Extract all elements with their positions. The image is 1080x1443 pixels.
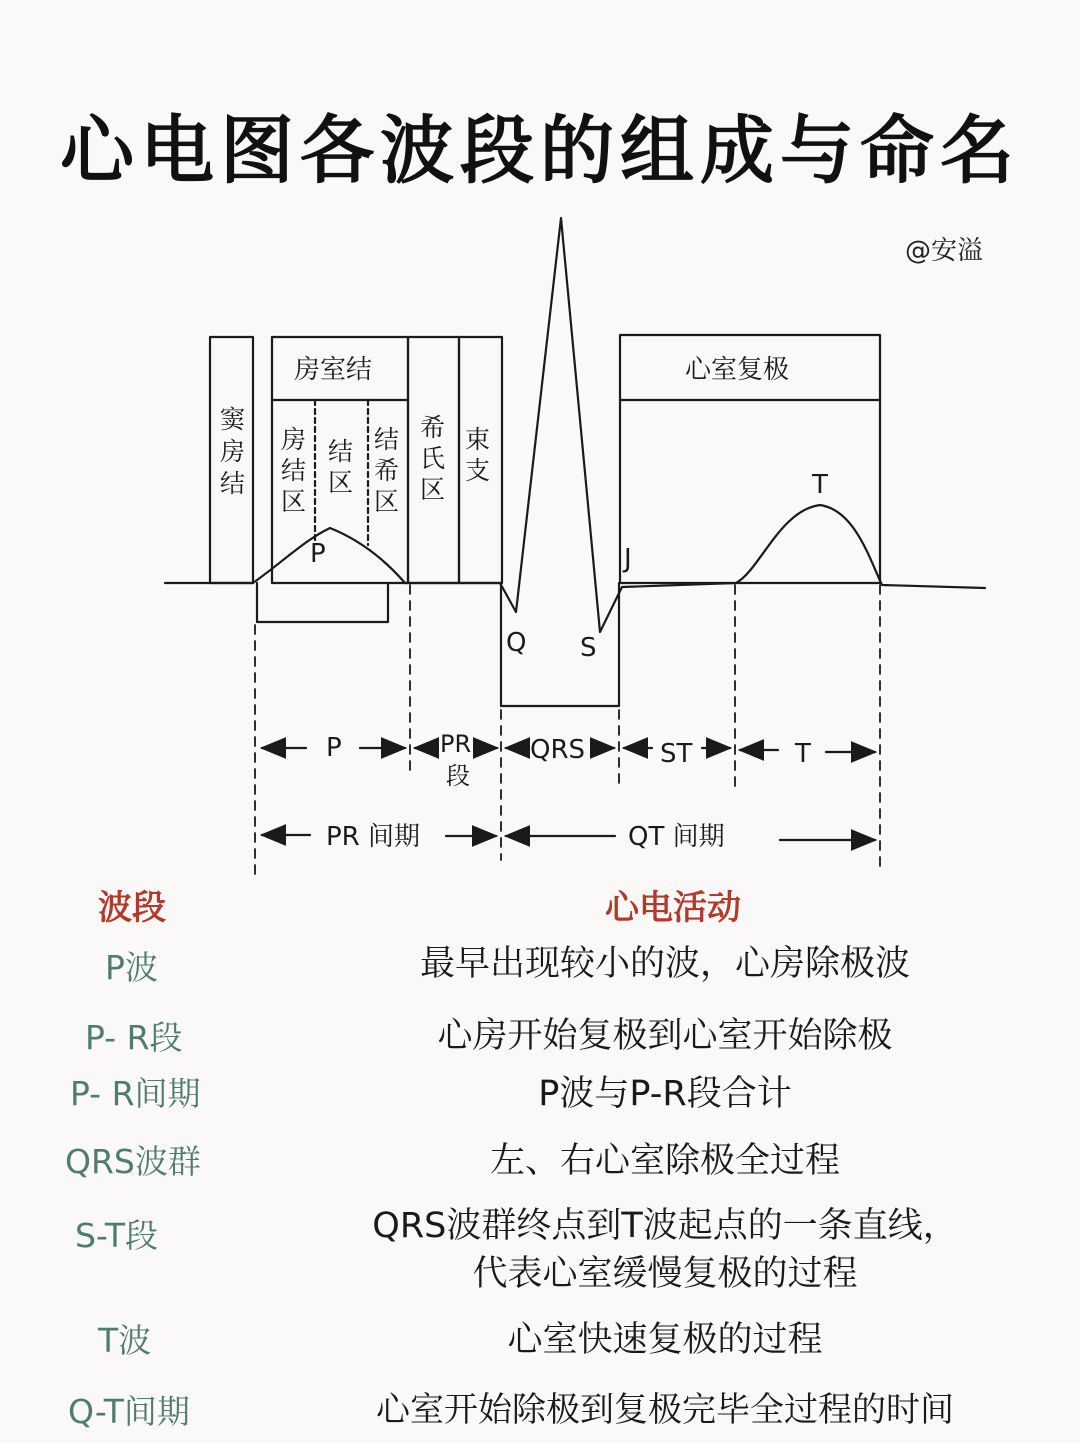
an-zone-label-1: 房 xyxy=(281,425,307,454)
pr-segment-label-2: 段 xyxy=(446,762,470,790)
table-header-segment: 波段 xyxy=(98,888,166,928)
pr-segment-label-1: PR xyxy=(440,730,472,758)
page-title: 心电图各波段的组成与命名 xyxy=(60,108,1020,194)
pr-interval-label: PR 间期 xyxy=(326,822,421,852)
nh-zone-label-1: 结 xyxy=(374,425,400,454)
desc-st-segment-2: 代表心室缓慢复极的过程 xyxy=(472,1254,858,1294)
his-zone-label-3: 区 xyxy=(420,475,446,504)
s-wave-label: S xyxy=(580,633,597,663)
p-segment-label: P xyxy=(326,733,342,763)
sinus-node-label-3: 结 xyxy=(220,469,246,498)
an-zone-label-2: 结 xyxy=(281,456,307,485)
bundle-label-2: 支 xyxy=(465,456,491,485)
t-wave-label: T xyxy=(812,470,828,500)
q-wave-label: Q xyxy=(506,628,527,658)
desc-t-wave: 心室快速复极的过程 xyxy=(507,1320,823,1360)
desc-st-segment-1: QRS波群终点到T波起点的一条直线， xyxy=(372,1206,958,1246)
qrs-segment-label: QRS xyxy=(530,735,586,765)
term-t-wave: T波 xyxy=(98,1321,152,1360)
term-pr-segment: P- R段 xyxy=(85,1018,183,1057)
his-zone-label-1: 希 xyxy=(420,413,446,442)
n-zone-label-2: 区 xyxy=(328,468,354,497)
his-zone-label-2: 氏 xyxy=(420,444,446,473)
desc-pr-segment: 心房开始复极到心室开始除极 xyxy=(437,1016,893,1056)
j-point-label: J xyxy=(624,544,632,574)
an-zone-label-3: 区 xyxy=(281,487,307,516)
sinus-node-label-2: 房 xyxy=(220,437,246,466)
author-credit: @安溢 xyxy=(905,236,984,266)
repolarization-label: 心室复极 xyxy=(685,355,790,385)
term-st-segment: S-T段 xyxy=(75,1216,158,1255)
nh-zone-label-3: 区 xyxy=(374,487,400,516)
qt-interval-label: QT 间期 xyxy=(628,822,725,852)
st-segment-label: ST xyxy=(660,739,693,769)
term-p-wave: P波 xyxy=(105,948,158,987)
t-segment-label: T xyxy=(795,739,811,769)
desc-qt-interval: 心室开始除极到复极完毕全过程的时间 xyxy=(376,1390,954,1430)
sinus-node-label-1: 窦 xyxy=(220,405,246,434)
desc-pr-interval: P波与P-R段合计 xyxy=(538,1074,792,1114)
table-header-activity: 心电活动 xyxy=(605,888,741,928)
nh-zone-label-2: 希 xyxy=(374,456,400,485)
p-wave-label: P xyxy=(310,539,326,569)
desc-qrs-complex: 左、右心室除极全过程 xyxy=(489,1141,840,1181)
bundle-label-1: 束 xyxy=(465,425,491,454)
term-qt-interval: Q-T间期 xyxy=(68,1392,190,1431)
n-zone-label-1: 结 xyxy=(328,437,354,466)
desc-p-wave: 最早出现较小的波，心房除极波 xyxy=(419,944,910,984)
term-qrs-complex: QRS波群 xyxy=(65,1142,201,1181)
term-pr-interval: P- R间期 xyxy=(70,1074,201,1113)
av-node-label: 房室结 xyxy=(294,355,373,385)
